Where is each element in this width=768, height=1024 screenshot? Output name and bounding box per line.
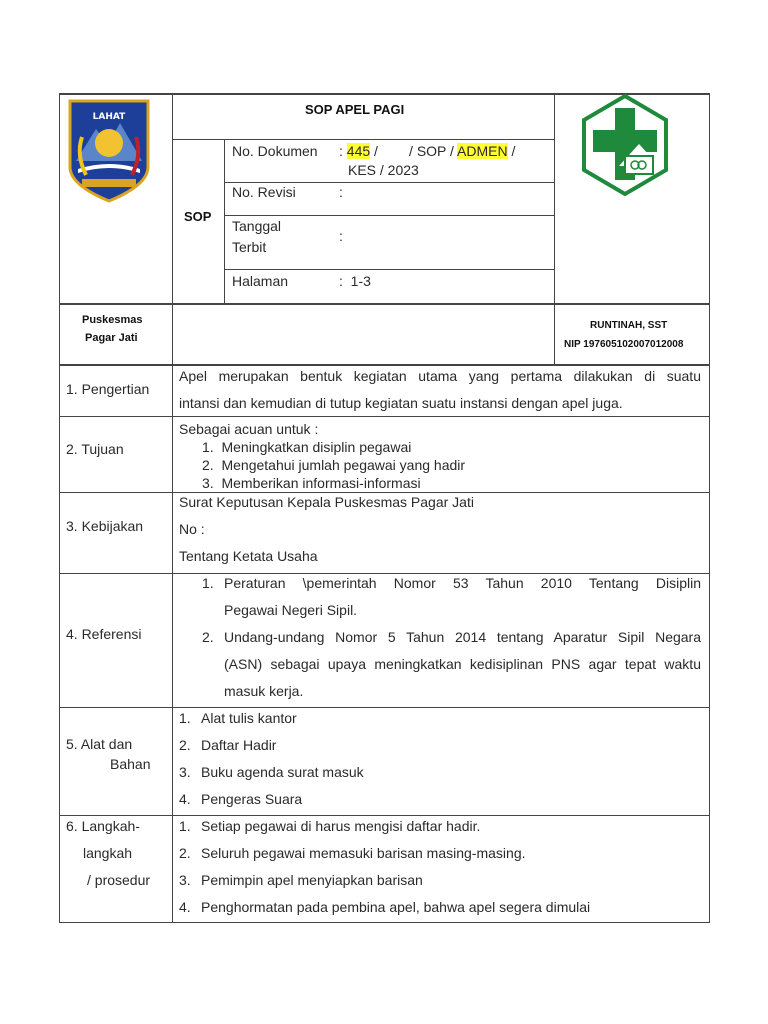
doc-number-highlight-admen: ADMEN [457, 143, 508, 159]
section-label-langkah-1: 6. Langkah- [66, 818, 140, 834]
referensi-item-1-line-2: Pegawai Negeri Sipil. [224, 602, 358, 618]
page-label: Halaman [232, 273, 289, 289]
puskesmas-logo [581, 94, 669, 196]
section-label-langkah-3: / prosedur [87, 872, 151, 888]
doc-number-line2: KES / 2023 [348, 162, 419, 178]
doc-number-label: No. Dokumen [232, 143, 318, 159]
alat-item: 2. Daftar Hadir [179, 737, 277, 753]
alat-item: 1. Alat tulis kantor [179, 710, 297, 726]
referensi-item-2-number: 2. [202, 629, 214, 645]
org-name-line2: Pagar Jati [85, 332, 138, 344]
section-label-alat-1: 5. Alat dan [66, 736, 133, 752]
alat-item: 4. Pengeras Suara [179, 791, 303, 807]
org-name-line1: Puskesmas [82, 314, 143, 326]
referensi-item-2-line-1: Undang-undang Nomor 5 Tahun 2014 tentang Aparatur Sipil Negara [224, 629, 701, 645]
doc-number-value [339, 143, 515, 160]
doc-number-colon: : [339, 143, 343, 159]
kebijakan-line-1: Surat Keputusan Kepala Puskesmas Pagar Jati [179, 494, 474, 510]
doc-number-highlight-445: 445 [346, 143, 371, 159]
section-label-referensi: 4. Referensi [66, 626, 142, 642]
doc-number-middle: / / SOP / [370, 143, 458, 159]
langkah-item: 2. Seluruh pegawai memasuki barisan masing-masing. [179, 845, 526, 861]
referensi-item-2-line-2: (ASN) sebagai upaya meningkatkan kedisiplinan PNS agar tepat waktu [224, 656, 701, 672]
kebijakan-line-3: Tentang Ketata Usaha [179, 548, 318, 564]
section-label-langkah-2: langkah [83, 845, 133, 861]
section-label-alat-2: Bahan [110, 756, 151, 772]
tujuan-item: 3. Memberikan informasi-informasi [202, 475, 421, 491]
tujuan-item: 2. Mengetahui jumlah pegawai yang hadir [202, 457, 466, 473]
referensi-item-1-number: 1. [202, 575, 214, 591]
page-value: : 1-3 [339, 273, 371, 289]
section-label-pengertian: 1. Pengertian [66, 381, 150, 397]
langkah-item: 3. Pemimpin apel menyiapkan barisan [179, 872, 423, 888]
signer-nip: NIP 197605102007012008 [564, 339, 684, 350]
logo-lettering: LAHAT [92, 112, 126, 122]
doc-number-tail: / [507, 143, 516, 159]
section-label-kebijakan: 3. Kebijakan [66, 518, 144, 534]
referensi-item-2-line-3: masuk kerja. [224, 683, 304, 699]
kebijakan-line-2: No : [179, 521, 205, 537]
issue-date-label-2: Terbit [232, 239, 267, 255]
pengertian-line-2: intansi dan kemudian di tutup kegiatan suatu instansi dengan apel juga. [179, 395, 623, 411]
revision-value: : [339, 184, 343, 200]
section-label-tujuan: 2. Tujuan [66, 441, 124, 457]
issue-date-value: : [339, 228, 343, 244]
page-title: SOP APEL PAGI [305, 102, 405, 117]
revision-label: No. Revisi [232, 184, 296, 200]
alat-item: 3. Buku agenda surat masuk [179, 764, 364, 780]
pengertian-line-1: Apel merupakan bentuk kegiatan utama yang pertama dilakukan di suatu [179, 368, 701, 384]
signer-name: RUNTINAH, SST [590, 320, 668, 331]
langkah-item: 4. Penghormatan pada pembina apel, bahwa apel segera dimulai [179, 899, 591, 915]
langkah-item: 1. Setiap pegawai di harus mengisi daftar hadir. [179, 818, 481, 834]
lahat-regency-logo [68, 99, 150, 203]
issue-date-label-1: Tanggal [232, 218, 282, 234]
tujuan-intro: Sebagai acuan untuk : [179, 421, 319, 437]
referensi-item-1-line-1: Peraturan \pemerintah Nomor 53 Tahun 2010 Tentang Disiplin [224, 575, 701, 591]
sop-label: SOP [184, 209, 212, 224]
tujuan-item: 1. Meningkatkan disiplin pegawai [202, 439, 412, 455]
